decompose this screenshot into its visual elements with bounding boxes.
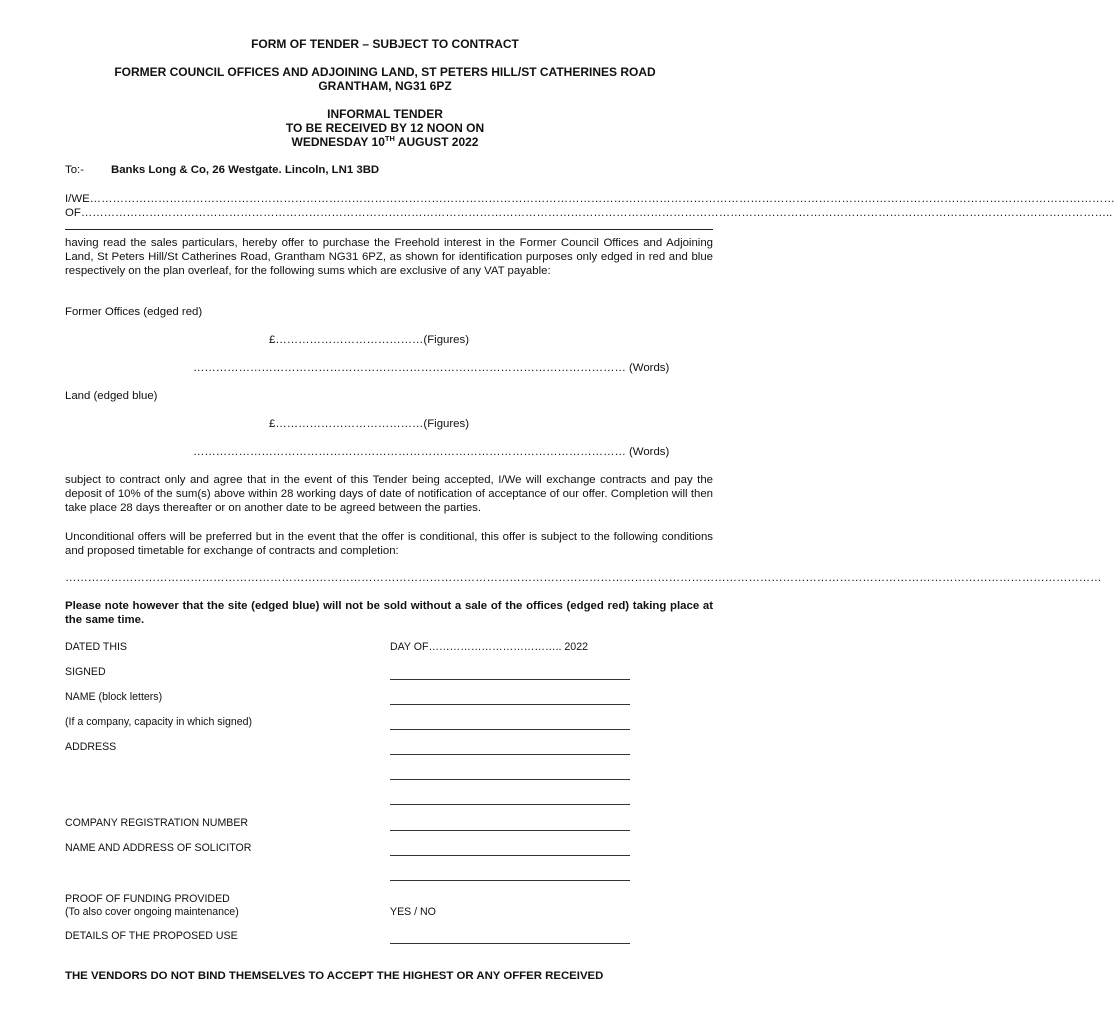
tender-type: INFORMAL TENDER	[327, 107, 443, 121]
dated-label: DATED THIS	[65, 641, 127, 653]
funding-yes-no[interactable]: YES / NO	[390, 906, 436, 918]
proposed-use-line[interactable]	[390, 943, 630, 944]
company-reg-label: COMPANY REGISTRATION NUMBER	[65, 817, 249, 829]
land-words-field[interactable]: …………………………………………………………………………………………………… (Words)	[193, 446, 670, 458]
deadline-date-suffix: AUGUST 2022	[394, 135, 479, 149]
sale-note: Please note however that the site (edged blue) will not be sold without a sale of the offices (edged red) taking place at the same time.	[65, 600, 713, 627]
proposed-use-label: DETAILS OF THE PROPOSED USE	[65, 930, 238, 942]
property-address-line1: FORMER COUNCIL OFFICES AND ADJOINING LAND, ST PETERS HILL/ST CATHERINES ROAD	[114, 65, 656, 79]
offices-words-field[interactable]: …………………………………………………………………………………………………… (Words)	[193, 362, 670, 374]
contract-paragraph: subject to contract only and agree that in the event of this Tender being accepted, I/We will exchange contracts and pay the deposit of 10% of the sum(s) above within 28 working days of date of notification of acceptance of our offer. Completion will then take place 28 days thereafter or on another date to be agreed between the parties.	[65, 474, 713, 515]
signed-line[interactable]	[390, 679, 630, 680]
land-label: Land (edged blue)	[65, 390, 158, 402]
offices-label: Former Offices (edged red)	[65, 306, 203, 318]
company-reg-line[interactable]	[390, 830, 630, 831]
conditions-field[interactable]: …………………………………………………………………………………………………………………………………………………………………………………………………………………………………………………	[65, 572, 1102, 584]
to-label: To:-	[65, 164, 84, 176]
signed-label: SIGNED	[65, 666, 106, 678]
capacity-line[interactable]	[390, 729, 630, 730]
deadline-date-sup: TH	[384, 134, 395, 143]
property-address-line2: GRANTHAM, NG31 6PZ	[318, 79, 452, 93]
address-line-1[interactable]	[390, 754, 630, 755]
offices-figures-field[interactable]: £…………………………………(Figures)	[269, 334, 469, 346]
capacity-label: (If a company, capacity in which signed)	[65, 716, 253, 728]
deadline-line: TO BE RECEIVED BY 12 NOON ON	[285, 121, 485, 135]
address-label: ADDRESS	[65, 741, 117, 753]
solicitor-line-2[interactable]	[390, 880, 630, 881]
deadline-date-prefix: WEDNESDAY 10	[291, 135, 385, 149]
to-address: Banks Long & Co, 26 Westgate. Lincoln, LN1 3BD	[111, 164, 380, 176]
funding-label: PROOF OF FUNDING PROVIDED	[65, 893, 230, 905]
conditional-paragraph: Unconditional offers will be preferred but in the event that the offer is conditional, this offer is subject to the following conditions and proposed timetable for exchange of contracts and completion:	[65, 531, 713, 558]
intro-paragraph: having read the sales particulars, hereby offer to purchase the Freehold interest in the Former Council Offices and Adjoining Land, St Peters Hill/St Catherines Road, Grantham NG31 6PZ, as shown for identification purposes only edged in red and blue respectively on the plan overleaf, for the following sums which are exclusive of any VAT payable:	[65, 237, 713, 278]
address-line-3[interactable]	[390, 804, 630, 805]
vendors-disclaimer: THE VENDORS DO NOT BIND THEMSELVES TO ACCEPT THE HIGHEST OR ANY OFFER RECEIVED	[65, 970, 604, 982]
iwe-field[interactable]: I/WE………………………………………………………………………………………………………………………………………………………………………………………………………………………………………………	[65, 193, 1115, 205]
name-label: NAME (block letters)	[65, 691, 163, 703]
funding-note: (To also cover ongoing maintenance)	[65, 906, 239, 918]
deadline-date	[0, 134, 770, 149]
address-line-2[interactable]	[390, 779, 630, 780]
land-figures-field[interactable]: £…………………………………(Figures)	[269, 418, 469, 430]
solicitor-label: NAME AND ADDRESS OF SOLICITOR	[65, 842, 252, 854]
name-line[interactable]	[390, 704, 630, 705]
form-title: FORM OF TENDER – SUBJECT TO CONTRACT	[251, 37, 519, 51]
day-of-field[interactable]: DAY OF……………………………….. 2022	[390, 641, 588, 653]
of-field[interactable]: OF………………………………………………………………………………………………………………………………………………………………………………………………………………………………………………..	[65, 207, 1113, 219]
solicitor-line-1[interactable]	[390, 855, 630, 856]
section-divider	[65, 229, 713, 230]
